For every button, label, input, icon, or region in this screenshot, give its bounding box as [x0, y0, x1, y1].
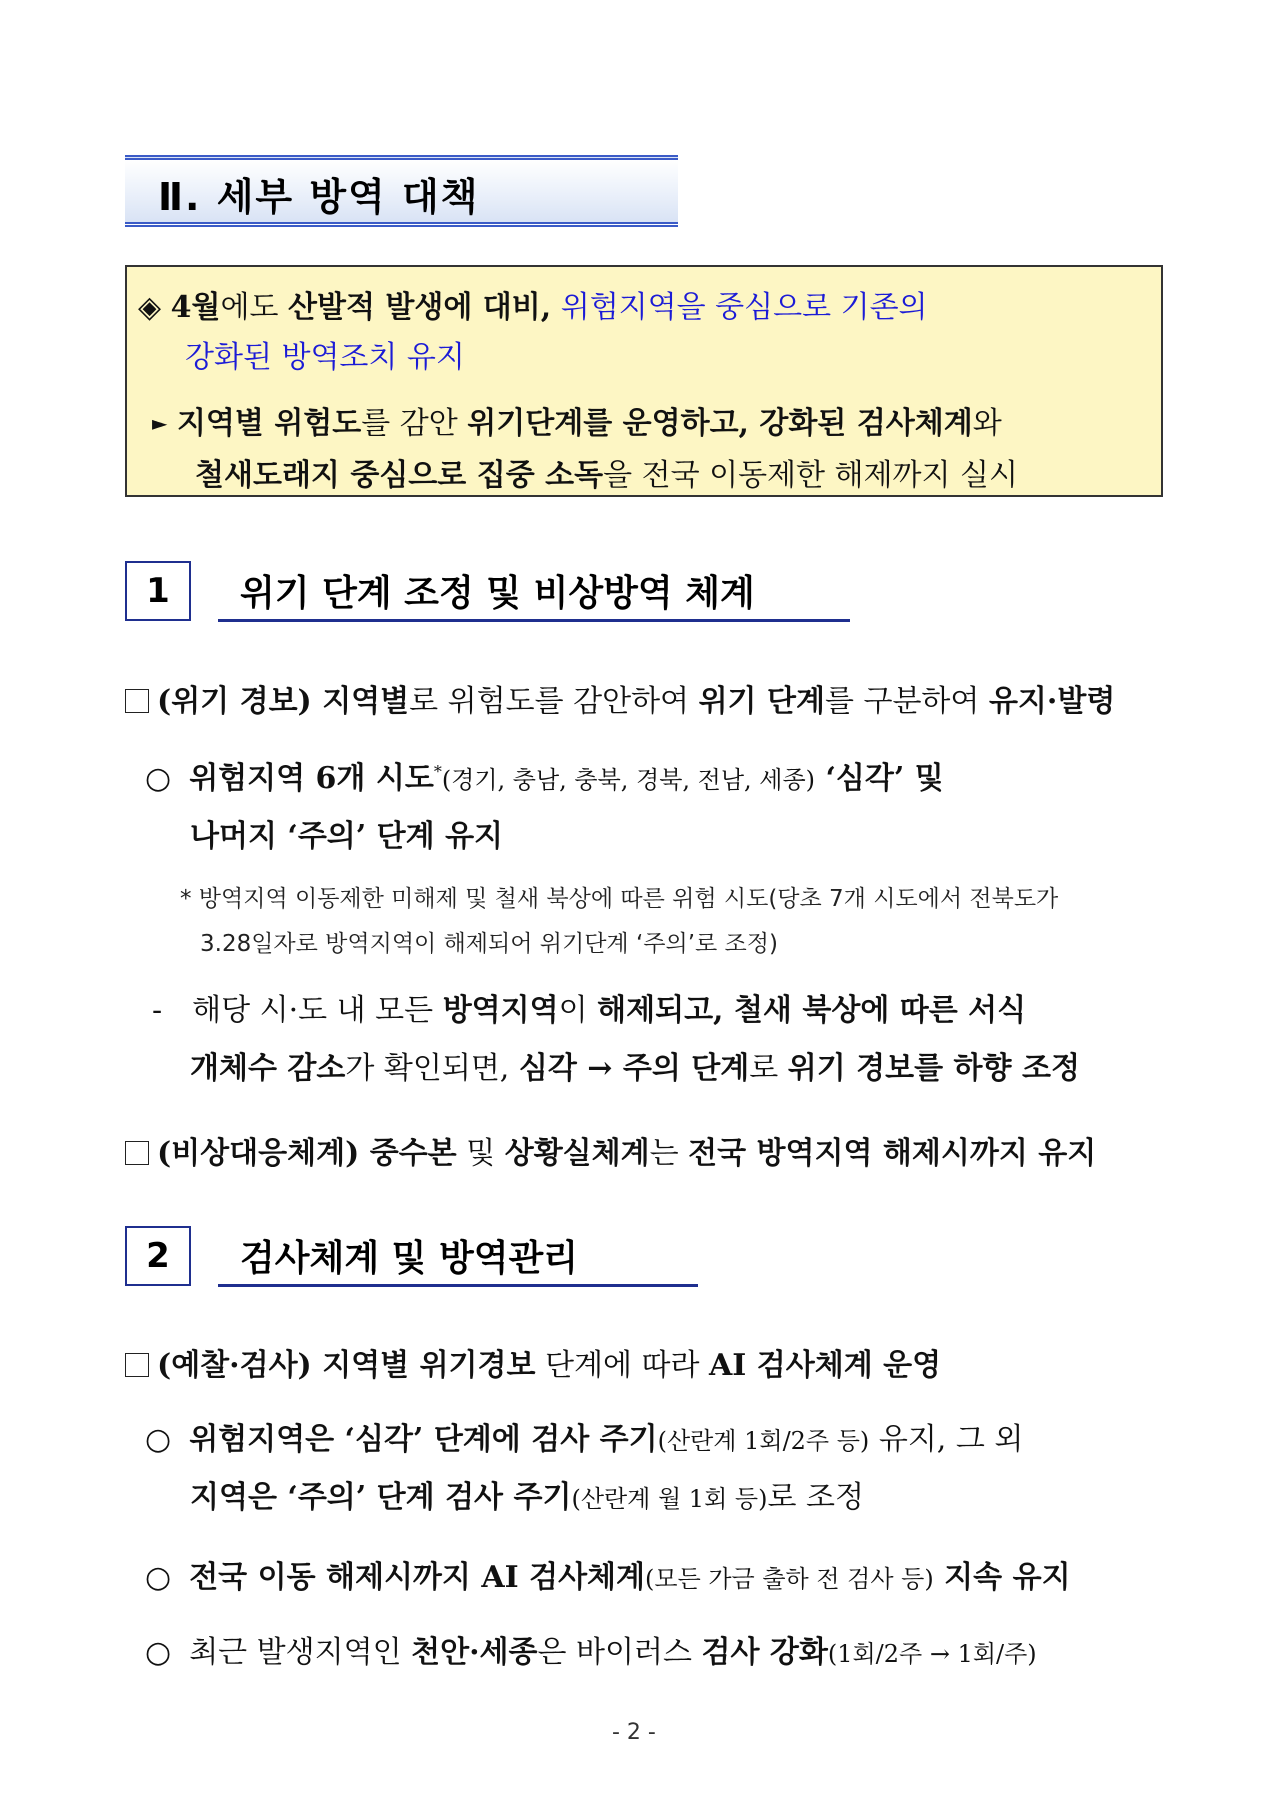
- page-title: Ⅱ. 세부 방역 대책: [158, 175, 480, 219]
- section-number-2: 2: [125, 1226, 191, 1286]
- s1-dash-1: - 해당 시·도 내 모든 방역지역이 해제되고, 철새 북상에 따른 서식: [152, 993, 1027, 1028]
- arrow-icon: ►: [152, 411, 168, 435]
- summary-line-2: 강화된 방역조치 유지: [185, 340, 465, 375]
- checkbox-icon: [125, 689, 149, 713]
- checkbox-icon: [125, 1353, 149, 1377]
- s1-paragraph-2: (비상대응체계) 중수본 및 상황실체계는 전국 방역지역 해제시까지 유지: [125, 1128, 1096, 1172]
- section-title-2: 검사체계 및 방역관리: [240, 1238, 579, 1279]
- s2-bullet-1-line-2: 지역은 ‘주의’ 단계 검사 주기(산란계 월 1회 등)로 조정: [190, 1480, 864, 1515]
- checkbox-icon: [125, 1141, 149, 1165]
- circle-bullet-icon: ○: [145, 1422, 172, 1457]
- section-number-1: 1: [125, 561, 191, 621]
- summary-line-3: ► 지역별 위험도를 감안 위기단계를 운영하고, 강화된 검사체계와: [152, 406, 1002, 441]
- s1-bullet-1: ○ 위험지역 6개 시도*(경기, 충남, 충북, 경북, 전남, 세종) ‘심각’ 및: [145, 761, 944, 796]
- s2-bullet-1: ○ 위험지역은 ‘심각’ 단계에 검사 주기(산란계 1회/2주 등) 유지, 그 외: [145, 1422, 1024, 1457]
- s2-paragraph-1: (예찰·검사) 지역별 위기경보 단계에 따라 AI 검사체계 운영: [125, 1340, 941, 1384]
- s2-bullet-2: ○ 전국 이동 해제시까지 AI 검사체계(모든 가금 출하 전 검사 등) 지속 유지: [145, 1560, 1071, 1595]
- s2-bullet-3: ○ 최근 발생지역인 천안·세종은 바이러스 검사 강화(1회/2주 → 1회/주): [145, 1635, 1037, 1670]
- s1-footnote-line-1: * 방역지역 이동제한 미해제 및 철새 북상에 따른 위험 시도(당초 7개 시도에서 전북도가: [180, 886, 1059, 912]
- section-underline-2: [218, 1284, 698, 1287]
- section-underline-1: [218, 619, 850, 622]
- diamond-icon: ◈: [138, 290, 162, 325]
- s1-bullet-1-line-2: 나머지 ‘주의’ 단계 유지: [190, 819, 504, 854]
- s1-paragraph-1: (위기 경보) 지역별로 위험도를 감안하여 위기 단계를 구분하여 유지·발령: [125, 676, 1115, 720]
- dash-bullet: -: [152, 993, 163, 1028]
- summary-line-1: ◈ 4월에도 산발적 발생에 대비, 위험지역을 중심으로 기존의: [138, 290, 928, 325]
- page-number: - 2 -: [612, 1720, 656, 1745]
- circle-bullet-icon: ○: [145, 1635, 172, 1670]
- s1-footnote-line-2: 3.28일자로 방역지역이 해제되어 위기단계 ‘주의’로 조정): [200, 931, 778, 957]
- circle-bullet-icon: ○: [145, 1560, 172, 1595]
- s1-dash-1-line-2: 개체수 감소가 확인되면, 심각 → 주의 단계로 위기 경보를 하향 조정: [190, 1051, 1080, 1086]
- circle-bullet-icon: ○: [145, 761, 172, 796]
- summary-line-4: 철새도래지 중심으로 집중 소독을 전국 이동제한 해제까지 실시: [195, 458, 1018, 493]
- section-title-1: 위기 단계 조정 및 비상방역 체계: [240, 573, 755, 614]
